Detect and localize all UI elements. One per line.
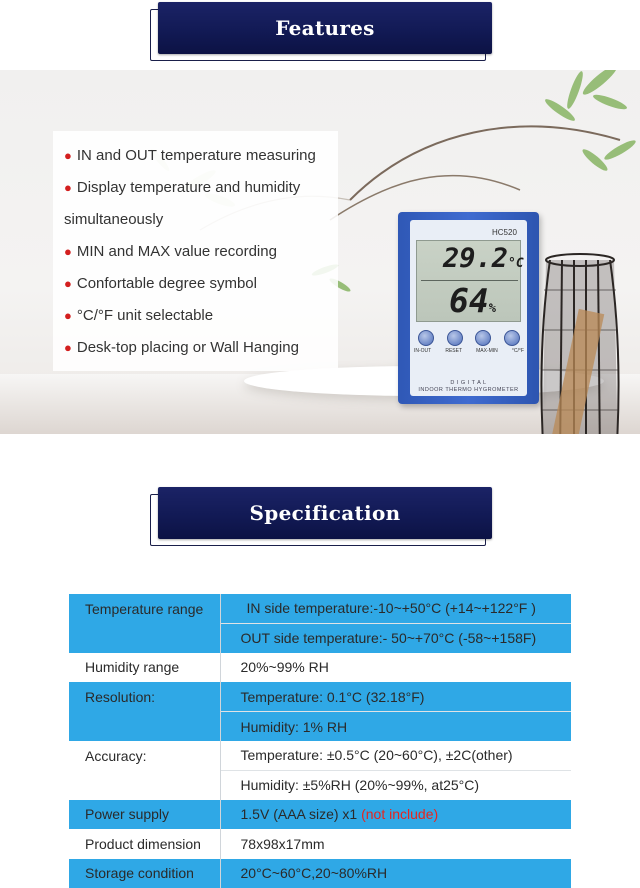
- feature-item: ● MIN and MAX value recording: [64, 243, 277, 260]
- model-label: HC520: [492, 228, 517, 237]
- specification-table: [69, 594, 571, 888]
- feature-item: ● Confortable degree symbol: [64, 275, 257, 292]
- wicker-lantern-decoration: [536, 250, 624, 434]
- lcd-display: [416, 240, 524, 322]
- spec-value: Temperature: 0.1°C (32.18°F): [220, 682, 571, 711]
- spec-label: Power supply: [69, 800, 220, 829]
- features-heading-banner: [150, 2, 492, 58]
- table-row: [69, 859, 571, 888]
- spec-value: 78x98x17mm: [220, 829, 571, 858]
- spec-value: 20°C~60°C,20~80%RH: [220, 859, 571, 888]
- spec-value: Humidity: 1% RH: [220, 712, 571, 741]
- feature-item: ● °C/°F unit selectable: [64, 307, 214, 324]
- spec-value: 1.5V (AAA size) x1 (not include): [220, 800, 571, 829]
- lcd-temperature: 29.2°C: [443, 243, 524, 274]
- feature-item: ● Display temperature and humidity: [64, 179, 301, 196]
- feature-item: ● Desk-top placing or Wall Hanging: [64, 339, 299, 356]
- not-included-note: (not include): [361, 806, 439, 823]
- spec-value: 20%~99% RH: [220, 653, 571, 682]
- device-button: [447, 330, 463, 346]
- device-button: [418, 330, 434, 346]
- spec-value: Humidity: ±5%RH (20%~99%, at25°C): [220, 770, 571, 799]
- table-row: [69, 800, 571, 829]
- feature-item-continuation: simultaneously: [64, 211, 164, 228]
- features-heading: Features: [275, 16, 375, 40]
- device-button: [504, 330, 520, 346]
- spec-label: Accuracy:: [69, 741, 220, 800]
- spec-value: IN side temperature:-10~+50°C (+14~+122°F ): [220, 594, 571, 623]
- spec-label: Resolution:: [69, 682, 220, 741]
- spec-value: OUT side temperature:- 50~+70°C (-58~+158F): [220, 623, 571, 652]
- table-row: [69, 829, 571, 858]
- table-row: [69, 653, 571, 682]
- device-caption: D I G I T A L INDOOR THERMO HYGROMETER: [418, 380, 519, 393]
- device-button-labels: IN-OUT RESET MAX-MIN °C/°F: [414, 348, 524, 354]
- spec-label: Humidity range: [69, 653, 220, 682]
- thermo-hygrometer-device: [398, 212, 539, 404]
- table-row: [69, 594, 571, 623]
- device-button: [475, 330, 491, 346]
- spec-label: Product dimension: [69, 829, 220, 858]
- spec-label: Storage condition: [69, 859, 220, 888]
- spec-label: Temperature range: [69, 594, 220, 653]
- specification-heading: Specification: [249, 501, 401, 525]
- lcd-humidity: 64%: [449, 281, 496, 320]
- table-row: [69, 682, 571, 711]
- spec-value: Temperature: ±0.5°C (20~60°C), ±2C(other): [220, 741, 571, 770]
- table-row: [69, 741, 571, 770]
- device-buttons: [418, 330, 520, 346]
- specification-heading-banner: [150, 487, 492, 543]
- feature-item: ● IN and OUT temperature measuring: [64, 147, 316, 164]
